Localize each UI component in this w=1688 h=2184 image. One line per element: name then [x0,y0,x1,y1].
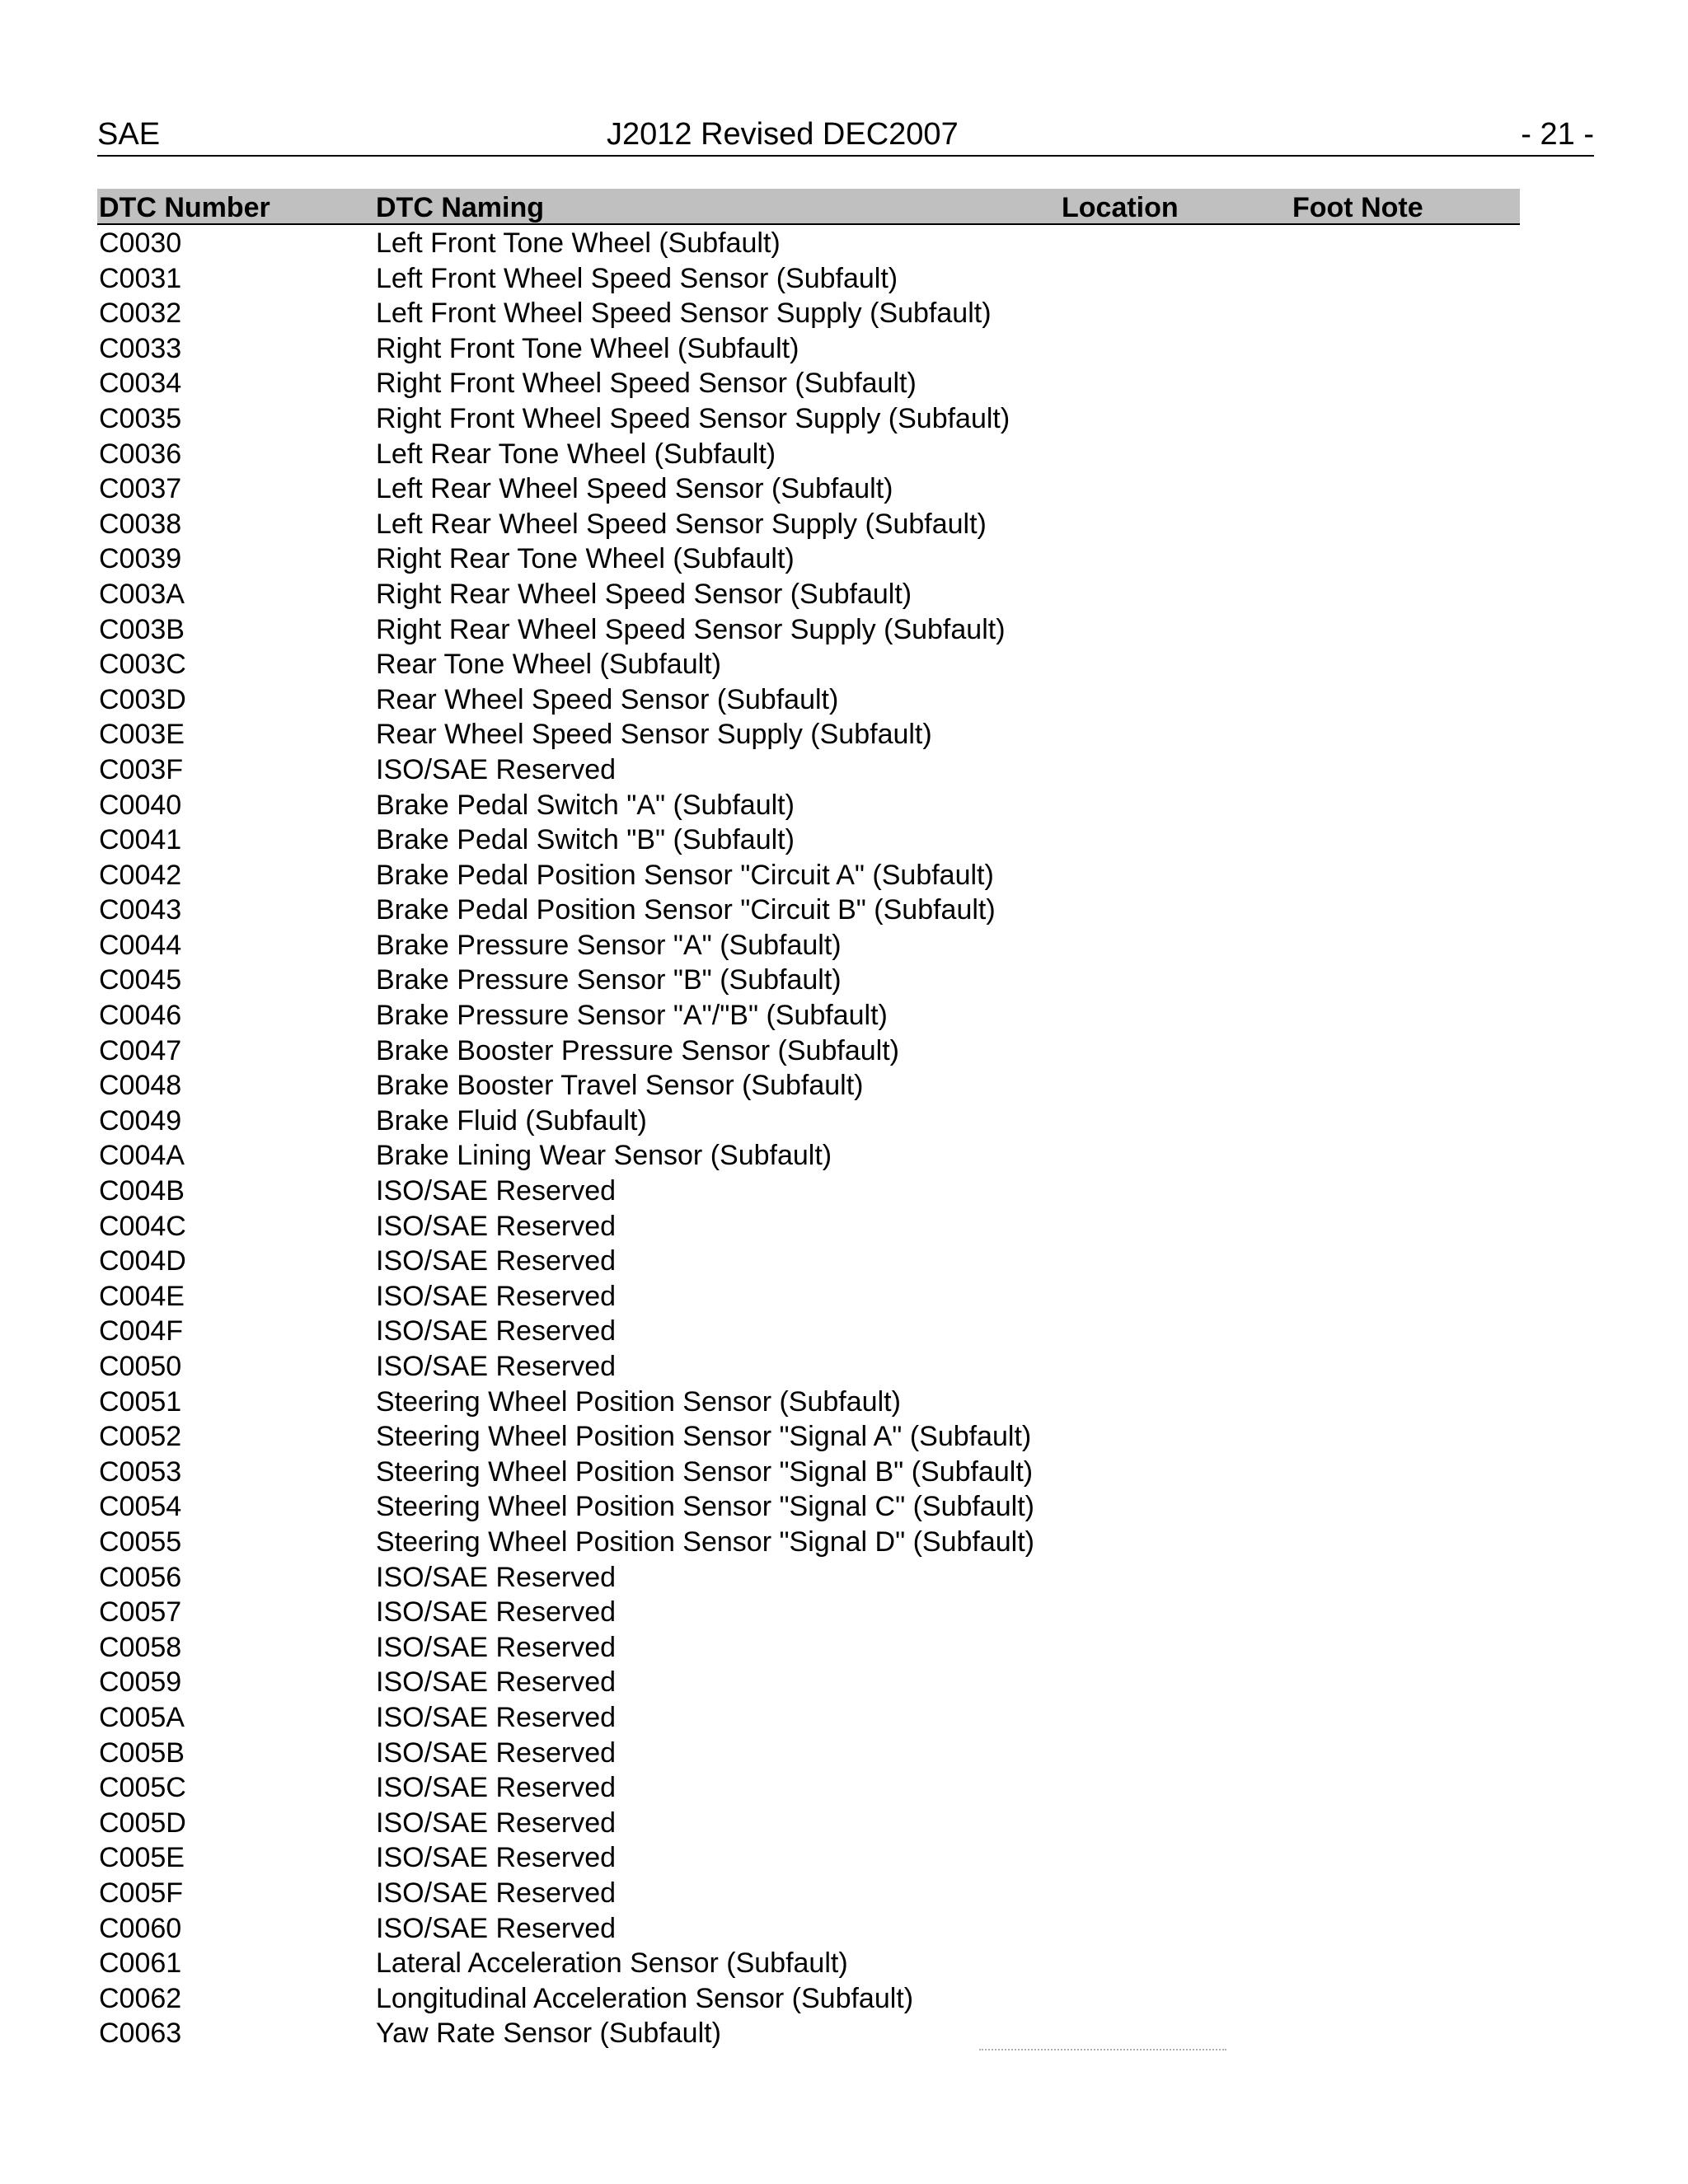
dtc-number-cell: C0057 [99,1596,182,1629]
dtc-naming-cell: ISO/SAE Reserved [376,1807,617,1839]
dtc-number-cell: C004B [99,1175,185,1207]
dtc-number-cell: C0059 [99,1666,182,1699]
dtc-number-cell: C0039 [99,543,182,575]
table-row [97,1455,1520,1490]
table-row [97,401,1520,437]
dtc-number-cell: C003C [99,649,186,681]
column-header-location: Location [1062,192,1179,223]
dtc-number-cell: C0046 [99,1000,182,1032]
dtc-naming-cell: ISO/SAE Reserved [376,1772,617,1804]
dtc-naming-cell: Right Rear Wheel Speed Sensor Supply (Subfault) [376,613,1006,645]
dtc-naming-cell: Brake Pressure Sensor "A" (Subfault) [376,929,842,961]
table-row [97,858,1520,893]
table-row [97,1806,1520,1841]
table-row [97,1700,1520,1736]
dtc-number-cell: C005E [99,1842,185,1874]
table-row [97,541,1520,577]
dtc-naming-cell: Left Front Wheel Speed Sensor Supply (Subfault) [376,298,992,330]
dtc-number-cell: C0036 [99,438,182,470]
table-row [97,296,1520,331]
table-row [97,1244,1520,1279]
dtc-number-cell: C0060 [99,1912,182,1944]
dtc-number-cell: C0062 [99,1982,182,2014]
dtc-naming-cell: Brake Booster Travel Sensor (Subfault) [376,1070,864,1102]
table-row [97,1419,1520,1455]
dtc-naming-cell: ISO/SAE Reserved [376,1280,617,1312]
dtc-naming-cell: Right Front Wheel Speed Sensor (Subfault) [376,368,917,400]
dtc-naming-cell: Rear Tone Wheel (Subfault) [376,649,721,681]
dtc-number-cell: C0056 [99,1561,182,1593]
dtc-number-cell: C005D [99,1807,186,1839]
dtc-naming-cell: Left Rear Tone Wheel (Subfault) [376,438,776,470]
dtc-number-cell: C0043 [99,894,182,926]
dtc-naming-cell: Rear Wheel Speed Sensor Supply (Subfault) [376,719,932,751]
dtc-naming-cell: ISO/SAE Reserved [376,1912,617,1944]
dtc-number-cell: C0041 [99,824,182,856]
dtc-number-cell: C005F [99,1877,184,1909]
dtc-naming-cell: ISO/SAE Reserved [376,1175,617,1207]
dtc-number-cell: C004F [99,1315,184,1347]
table-row [97,1349,1520,1385]
header-document-title: J2012 Revised DEC2007 [607,117,959,152]
table-row [97,823,1520,858]
table-row [97,1736,1520,1771]
table-row [97,1595,1520,1630]
table-row [97,1770,1520,1806]
dtc-naming-cell: Brake Pressure Sensor "B" (Subfault) [376,964,842,996]
table-row [97,1665,1520,1700]
dtc-number-cell: C0044 [99,929,182,961]
table-row [97,1560,1520,1596]
footer-dotted-mark [979,2049,1226,2055]
dtc-number-cell: C003A [99,578,185,610]
dtc-naming-cell: ISO/SAE Reserved [376,1631,617,1663]
dtc-number-cell: C0038 [99,508,182,540]
dtc-naming-cell: Right Front Tone Wheel (Subfault) [376,332,799,364]
table-row [97,1981,1520,2017]
table-row [97,366,1520,401]
table-row [97,1840,1520,1876]
dtc-naming-cell: Right Rear Wheel Speed Sensor (Subfault) [376,578,912,610]
dtc-number-cell: C004D [99,1245,186,1277]
table-row [97,1209,1520,1244]
table-row [97,1876,1520,1911]
dtc-table-body [97,226,1520,2051]
header-page-number: - 21 - [1521,117,1594,152]
dtc-number-cell: C0042 [99,859,182,891]
dtc-naming-cell: Yaw Rate Sensor (Subfault) [376,2018,721,2050]
table-row [97,963,1520,998]
dtc-number-cell: C0031 [99,262,182,294]
dtc-naming-cell: ISO/SAE Reserved [376,1736,617,1769]
dtc-naming-cell: Left Front Tone Wheel (Subfault) [376,227,781,259]
table-row [97,788,1520,823]
table-row [97,647,1520,682]
dtc-naming-cell: Brake Pedal Switch "A" (Subfault) [376,789,795,821]
dtc-naming-cell: ISO/SAE Reserved [376,753,617,785]
table-row [97,1911,1520,1947]
dtc-number-cell: C0034 [99,368,182,400]
dtc-naming-cell: Brake Pressure Sensor "A"/"B" (Subfault) [376,1000,888,1032]
dtc-naming-cell: Steering Wheel Position Sensor (Subfault) [376,1385,901,1418]
table-row [97,1068,1520,1104]
dtc-number-cell: C0037 [99,473,182,505]
header-org: SAE [97,117,161,152]
dtc-naming-cell: Lateral Acceleration Sensor (Subfault) [376,1947,848,1980]
column-header-dtc-number: DTC Number [99,192,270,223]
dtc-naming-cell: Steering Wheel Position Sensor "Signal A" (Subfault) [376,1421,1032,1453]
table-row [97,1525,1520,1560]
dtc-number-cell: C004A [99,1140,185,1172]
table-row [97,2016,1520,2051]
table-row [97,1138,1520,1174]
dtc-number-cell: C0040 [99,789,182,821]
table-row [97,1174,1520,1209]
dtc-number-cell: C0049 [99,1104,182,1137]
dtc-number-cell: C004C [99,1210,186,1242]
dtc-number-cell: C0035 [99,402,182,434]
dtc-naming-cell: Brake Booster Pressure Sensor (Subfault) [376,1034,899,1066]
dtc-number-cell: C003D [99,683,186,715]
dtc-naming-cell: Brake Pedal Switch "B" (Subfault) [376,824,795,856]
table-row [97,577,1520,612]
dtc-number-cell: C0047 [99,1034,182,1066]
table-row [97,893,1520,928]
table-row [97,717,1520,752]
dtc-naming-cell: Left Rear Wheel Speed Sensor Supply (Subfault) [376,508,987,540]
table-row [97,226,1520,261]
table-row [97,261,1520,297]
table-row [97,1630,1520,1666]
dtc-number-cell: C004E [99,1280,185,1312]
table-row [97,507,1520,542]
table-row [97,437,1520,472]
dtc-naming-cell: ISO/SAE Reserved [376,1701,617,1733]
dtc-naming-cell: Right Front Wheel Speed Sensor Supply (Subfault) [376,402,1010,434]
dtc-number-cell: C0061 [99,1947,182,1980]
table-row [97,1279,1520,1315]
dtc-number-cell: C003B [99,613,185,645]
dtc-number-cell: C005A [99,1701,185,1733]
dtc-number-cell: C003E [99,719,185,751]
table-row [97,1314,1520,1349]
table-row [97,612,1520,648]
dtc-number-cell: C0063 [99,2018,182,2050]
dtc-naming-cell: Steering Wheel Position Sensor "Signal B" (Subfault) [376,1455,1034,1488]
table-row [97,1946,1520,1981]
dtc-naming-cell: Brake Pedal Position Sensor "Circuit A" (Subfault) [376,859,994,891]
dtc-number-cell: C0058 [99,1631,182,1663]
dtc-number-cell: C003F [99,753,184,785]
dtc-naming-cell: Left Rear Wheel Speed Sensor (Subfault) [376,473,893,505]
dtc-naming-cell: ISO/SAE Reserved [376,1666,617,1699]
dtc-naming-cell: ISO/SAE Reserved [376,1877,617,1909]
dtc-naming-cell: ISO/SAE Reserved [376,1561,617,1593]
table-row [97,471,1520,507]
dtc-number-cell: C005B [99,1736,185,1769]
table-row [97,1033,1520,1069]
dtc-number-cell: C0048 [99,1070,182,1102]
dtc-naming-cell: ISO/SAE Reserved [376,1351,617,1382]
dtc-naming-cell: ISO/SAE Reserved [376,1596,617,1629]
dtc-number-cell: C0033 [99,332,182,364]
dtc-number-cell: C0050 [99,1351,182,1382]
table-row [97,682,1520,718]
table-row [97,1489,1520,1525]
dtc-naming-cell: ISO/SAE Reserved [376,1315,617,1347]
column-header-foot-note: Foot Note [1292,192,1423,223]
dtc-naming-cell: Brake Lining Wear Sensor (Subfault) [376,1140,832,1172]
dtc-naming-cell: ISO/SAE Reserved [376,1842,617,1874]
table-row [97,998,1520,1033]
table-row [97,928,1520,963]
table-row [97,1104,1520,1139]
table-row [97,752,1520,788]
table-row [97,1385,1520,1420]
dtc-naming-cell: Steering Wheel Position Sensor "Signal C" (Subfault) [376,1491,1034,1523]
dtc-number-cell: C0053 [99,1455,182,1488]
dtc-number-cell: C0032 [99,298,182,330]
dtc-number-cell: C0030 [99,227,182,259]
table-header [97,189,1520,225]
dtc-naming-cell: Rear Wheel Speed Sensor (Subfault) [376,683,839,715]
dtc-number-cell: C0054 [99,1491,182,1523]
dtc-naming-cell: ISO/SAE Reserved [376,1210,617,1242]
dtc-naming-cell: Steering Wheel Position Sensor "Signal D" (Subfault) [376,1526,1034,1558]
dtc-number-cell: C005C [99,1772,186,1804]
dtc-naming-cell: ISO/SAE Reserved [376,1245,617,1277]
dtc-naming-cell: Longitudinal Acceleration Sensor (Subfault) [376,1982,914,2014]
table-row [97,331,1520,367]
dtc-naming-cell: Right Rear Tone Wheel (Subfault) [376,543,795,575]
column-header-dtc-naming: DTC Naming [376,192,544,223]
dtc-naming-cell: Left Front Wheel Speed Sensor (Subfault) [376,262,898,294]
dtc-number-cell: C0052 [99,1421,182,1453]
dtc-naming-cell: Brake Pedal Position Sensor "Circuit B" (Subfault) [376,894,996,926]
dtc-naming-cell: Brake Fluid (Subfault) [376,1104,647,1137]
dtc-number-cell: C0055 [99,1526,182,1558]
page-header [97,114,1594,157]
dtc-number-cell: C0051 [99,1385,182,1418]
dtc-number-cell: C0045 [99,964,182,996]
